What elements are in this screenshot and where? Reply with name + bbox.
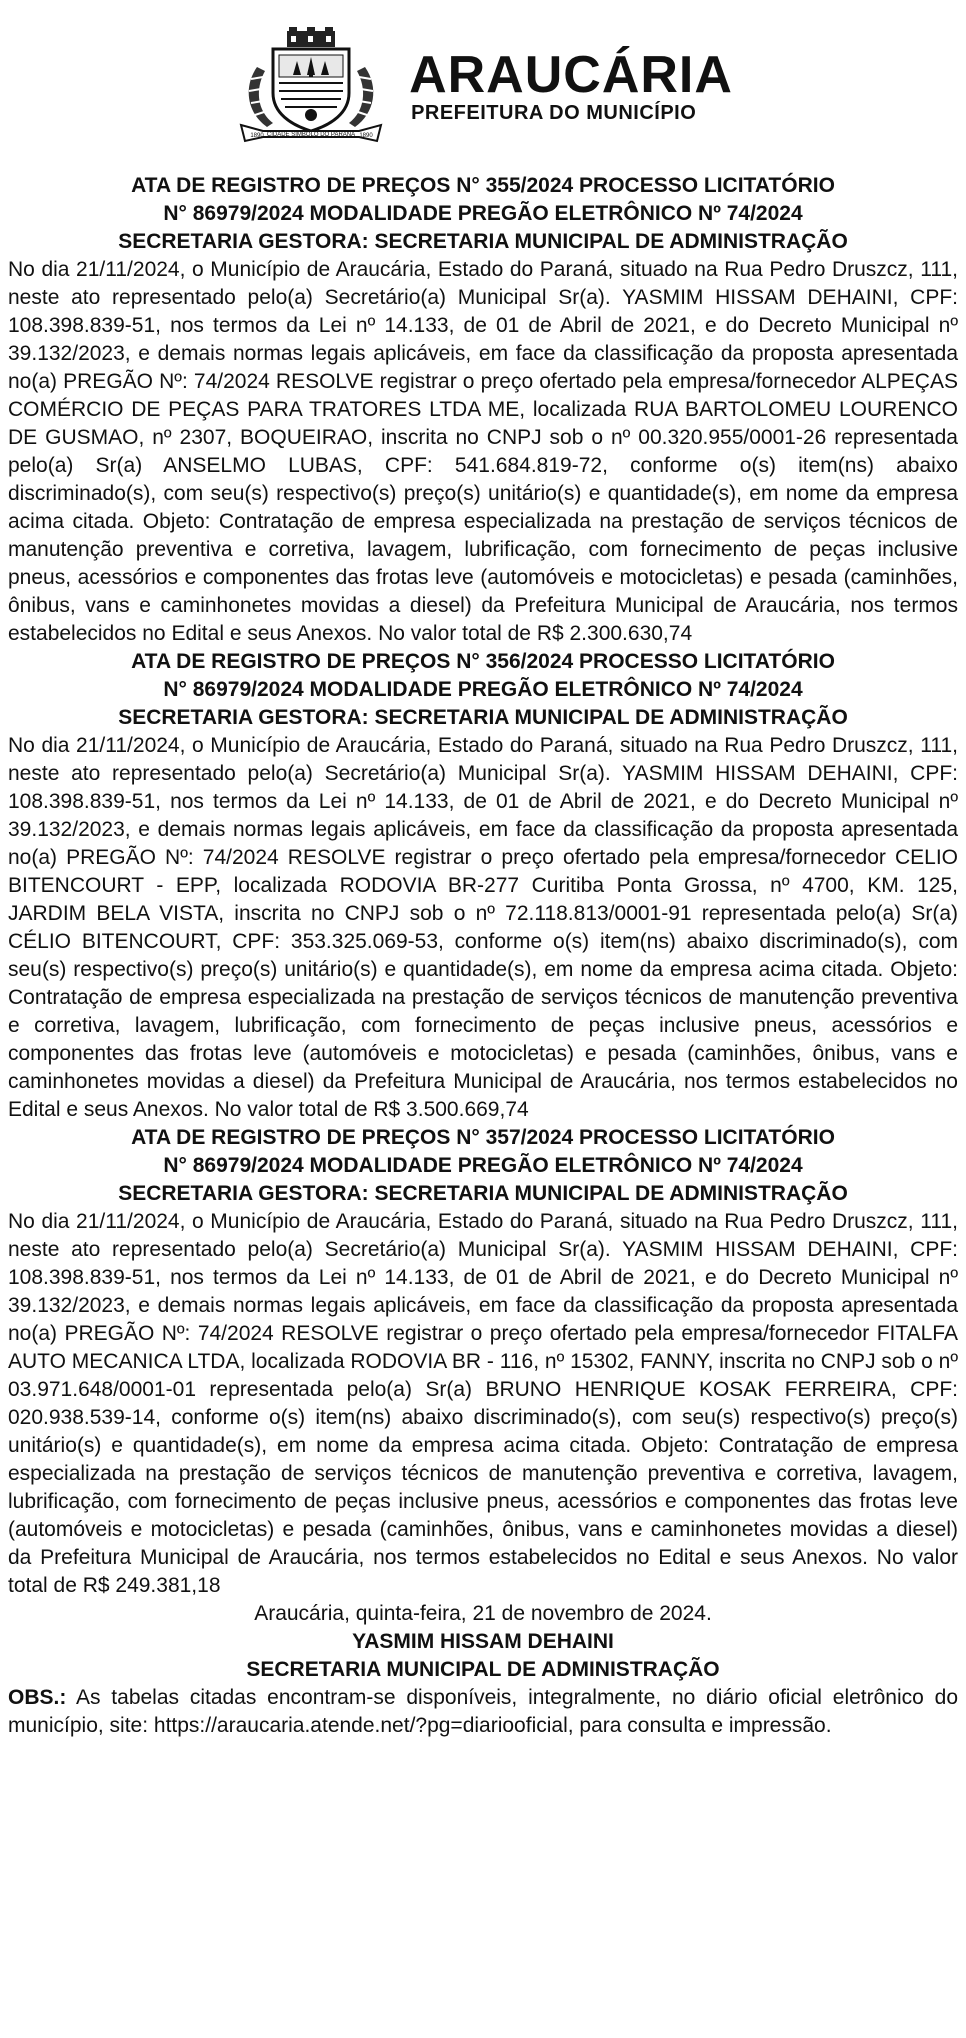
brand-subtitle: PREFEITURA DO MUNICÍPIO: [411, 102, 697, 124]
ata-body: No dia 21/11/2024, o Município de Araucária, Estado do Paraná, situado na Rua Pedro Druszcz, 111, neste ato representado pelo(a) Secretário(a) Municipal Sr(a). YASMIM HISSAM DEHAINI, CPF: 108.398.839-51, nos termos da Lei nº 14.133, de 01 de Abril de 2021, e do Decreto Municipal nº 39.132/2023, e demais normas legais aplicáveis, em face da classificação da proposta apresentada no(a) PREGÃO Nº: 74/2024 RESOLVE registrar o preço ofertado pela empresa/fornecedor ALPEÇAS COMÉRCIO DE PEÇAS PARA TRATORES LTDA ME, localizada RUA BARTOLOMEU LOURENCO DE GUSMAO, nº 2307, BOQUEIRAO, inscrita no CNPJ sob o nº 00.320.955/0001-26 representada pelo(a) Sr(a) ANSELMO LUBAS, CPF: 541.684.819-72, conforme o(s) item(ns) abaixo discriminado(s), com seu(s) respectivo(s) preço(s) unitário(s) e quantidade(s), em nome da empresa acima citada. Objeto: Contratação de empresa especializada na prestação de serviços técnicos de manutenção preventiva e corretiva, lavagem, lubrificação, com fornecimento de peças inclusive pneus, acessórios e componentes das frotas leve (automóveis e motocicletas) e pesada (caminhões, ônibus, vans e caminhonetes movidas a diesel) da Prefeitura Municipal de Araucária, nos termos estabelecidos no Edital e seus Anexos. No valor total de R$ 2.300.630,74: [8, 258, 958, 645]
brand-name: ARAUCÁRIA: [409, 46, 733, 104]
ata-355: [8, 172, 958, 648]
ata-title-line-1: ATA DE REGISTRO DE PREÇOS N° 355/2024 PROCESSO LICITATÓRIO: [131, 174, 835, 197]
ata-title-line-2: N° 86979/2024 MODALIDADE PREGÃO ELETRÔNICO Nº 74/2024: [163, 202, 803, 225]
ata-title-line-1: ATA DE REGISTRO DE PREÇOS N° 357/2024 PROCESSO LICITATÓRIO: [131, 1126, 835, 1149]
crest-ribbon-left-year: 1890: [250, 133, 264, 139]
obs-label: OBS.:: [8, 1686, 67, 1709]
municipal-crest-icon: [233, 27, 389, 145]
signer-role: SECRETARIA MUNICIPAL DE ADMINISTRAÇÃO: [246, 1658, 720, 1681]
header: [8, 26, 958, 146]
ata-356: [8, 648, 958, 1124]
ata-title-line-2: N° 86979/2024 MODALIDADE PREGÃO ELETRÔNICO Nº 74/2024: [163, 1154, 803, 1177]
obs-text: As tabelas citadas encontram-se disponíveis, integralmente, no diário oficial eletrônico do município, site: https://araucaria.atende.net/?pg=diariooficial, para consulta e impressão.: [8, 1686, 958, 1737]
crest-ribbon-right-year: 1890: [359, 133, 373, 139]
ata-body: No dia 21/11/2024, o Município de Araucária, Estado do Paraná, situado na Rua Pedro Druszcz, 111, neste ato representado pelo(a) Secretário(a) Municipal Sr(a). YASMIM HISSAM DEHAINI, CPF: 108.398.839-51, nos termos da Lei nº 14.133, de 01 de Abril de 2021, e do Decreto Municipal nº 39.132/2023, e demais normas legais aplicáveis, em face da classificação da proposta apresentada no(a) PREGÃO Nº: 74/2024 RESOLVE registrar o preço ofertado pela empresa/fornecedor FITALFA AUTO MECANICA LTDA, localizada RODOVIA BR - 116, nº 15302, FANNY, inscrita no CNPJ sob o nº 03.971.648/0001-01 representada pelo(a) Sr(a) BRUNO HENRIQUE KOSAK FERREIRA, CPF: 020.938.539-14, conforme o(s) item(ns) abaixo discriminado(s), com seu(s) respectivo(s) preço(s) unitário(s) e quantidade(s), em nome da empresa acima citada. Objeto: Contratação de empresa especializada na prestação de serviços técnicos de manutenção preventiva e corretiva, lavagem, lubrificação, com fornecimento de peças inclusive pneus, acessórios e componentes das frotas leve (automóveis e motocicletas) e pesada (caminhões, ônibus, vans e caminhonetes movidas a diesel) da Prefeitura Municipal de Araucária, nos termos estabelecidos no Edital e seus Anexos. No valor total de R$ 249.381,18: [8, 1210, 958, 1597]
ata-title-line-2: N° 86979/2024 MODALIDADE PREGÃO ELETRÔNICO Nº 74/2024: [163, 678, 803, 701]
ata-title-line-3: SECRETARIA GESTORA: SECRETARIA MUNICIPAL DE ADMINISTRAÇÃO: [118, 706, 848, 729]
ata-title-line-3: SECRETARIA GESTORA: SECRETARIA MUNICIPAL DE ADMINISTRAÇÃO: [118, 230, 848, 253]
brand: [409, 46, 733, 124]
closing-date: Araucária, quinta-feira, 21 de novembro de 2024.: [254, 1602, 712, 1625]
ata-title-line-1: ATA DE REGISTRO DE PREÇOS N° 356/2024 PROCESSO LICITATÓRIO: [131, 650, 835, 673]
ata-title-line-3: SECRETARIA GESTORA: SECRETARIA MUNICIPAL DE ADMINISTRAÇÃO: [118, 1182, 848, 1205]
ata-body: No dia 21/11/2024, o Município de Araucária, Estado do Paraná, situado na Rua Pedro Druszcz, 111, neste ato representado pelo(a) Secretário(a) Municipal Sr(a). YASMIM HISSAM DEHAINI, CPF: 108.398.839-51, nos termos da Lei nº 14.133, de 01 de Abril de 2021, e do Decreto Municipal nº 39.132/2023, e demais normas legais aplicáveis, em face da classificação da proposta apresentada no(a) PREGÃO Nº: 74/2024 RESOLVE registrar o preço ofertado pela empresa/fornecedor CELIO BITENCOURT - EPP, localizada RODOVIA BR-277 Curitiba Ponta Grossa, nº 4700, KM. 125, JARDIM BELA VISTA, inscrita no CNPJ sob o nº 72.118.813/0001-91 representada pelo(a) Sr(a) CÉLIO BITENCOURT, CPF: 353.325.069-53, conforme o(s) item(ns) abaixo discriminado(s), com seu(s) respectivo(s) preço(s) unitário(s) e quantidade(s), em nome da empresa acima citada. Objeto: Contratação de empresa especializada na prestação de serviços técnicos de manutenção preventiva e corretiva, lavagem, lubrificação, com fornecimento de peças inclusive pneus, acessórios e componentes das frotas leve (automóveis e motocicletas) e pesada (caminhões, ônibus, vans e caminhonetes movidas a diesel) da Prefeitura Municipal de Araucária, nos termos estabelecidos no Edital e seus Anexos. No valor total de R$ 3.500.669,74: [8, 734, 958, 1121]
signer-name: YASMIM HISSAM DEHAINI: [352, 1630, 614, 1653]
ata-357: [8, 1124, 958, 1600]
crest-ribbon-text: CIDADE SÍMBOLO DO PARANÁ: [266, 132, 356, 138]
obs-note: [8, 1684, 958, 1740]
